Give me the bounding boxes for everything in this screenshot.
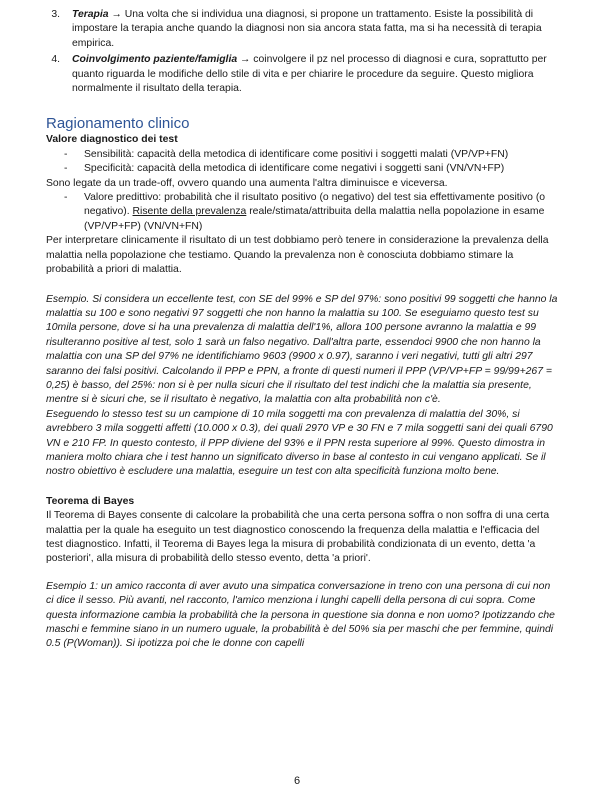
tradeoff-paragraph: Sono legate da un trade-off, ovvero quando una aumenta l'altra diminuisce e viceversa.: [46, 177, 448, 189]
bayes-heading: Teorema di Bayes: [46, 495, 135, 507]
list-text: Una volta che si individua una diagnosi, si propone un trattamento. Esiste la possibilità di impostare la terapia anche quando la diagnosi non sia ancora stata fatta, ma si ha necessità di terapia empirica.: [72, 9, 542, 49]
arrow-icon: →: [240, 54, 251, 66]
section-heading: Ragionamento clinico: [46, 115, 190, 133]
list-item: [46, 8, 558, 51]
list-term: Coinvolgimento paziente/famiglia: [72, 54, 238, 66]
dash-bullet-icon: -: [64, 163, 68, 175]
section-subheading: Valore diagnostico dei test: [46, 134, 178, 146]
dash-list: [46, 148, 558, 177]
example-paragraph: Eseguendo lo stesso test su un campione di 10 mila soggetti ma con prevalenza di malattia del 30%, si avrebbero 3 mila soggetti affetti (10.000 x 0.3), dei quali 2970 VP e 30 FN e 7 mila soggetti sani dei quali 6790 VN e 210 FP. In questo contesto, il PPP diviene del 93% e il PPN resta superiore al 99%. Questo dimostra in maniera molto chiara che i test hanno un significato diverso in base al contesto in cui vengano applicati. Se il nostro obiettivo è escludere una malattia, eseguire un test con alta specificità funziona molto bene.: [46, 408, 553, 478]
list-item: - Valore predittivo: probabilità che il risultato positivo (o negativo) del test sia effettivamente positivo (o negativo). Risente della prevalenza reale/stimata/attribuita della malattia nella popolazione in esame (VP/VP+FP) (VN/VN+FN): [64, 192, 546, 232]
numbered-list: [46, 8, 558, 96]
dash-list: [46, 191, 558, 234]
example-paragraph: Esempio 1: un amico racconta di aver avuto una simpatica conversazione in treno con una persona di cui non ci dice il sesso. Più avanti, nel racconto, l'amico menziona i lunghi capelli della persona di cui sopra. Come questa informazione cambia la probabilità che la persona in questione sia donna e non uomo? Ipotizzando che maschi e femmine siano in un numero uguale, la probabilità è del 50% sia per maschi che per femmine, quindi 0.5 (P(Woman)). Si ipotizza poi che le donne con capelli: [46, 580, 555, 650]
arrow-icon: →: [111, 9, 122, 20]
bayes-paragraph: Il Teorema di Bayes consente di calcolare la probabilità che una certa persona soffra o non soffra di una certa malattia per la quale ha eseguito un test diagnostico conoscendo la frequenza della malattia e l'efficacia del test diagnostico. Infatti, il Teorema di Bayes lega la misura di probabilità condizionata di un evento, detta 'a posteriori', alla misura di probabilità dello stesso evento, detta 'a priori'.: [46, 510, 550, 565]
dash-bullet-icon: -: [64, 148, 68, 160]
document-page: [46, 8, 558, 652]
list-item: [46, 53, 558, 96]
list-item: - Specificità: capacità della metodica di identificare come negativi i soggetti sani (VN/VN+FP): [46, 162, 558, 176]
list-item: - Sensibilità: capacità della metodica di identificare come positivi i soggetti malati (VP/VP+FN): [46, 148, 558, 162]
dash-bullet-icon: -: [64, 192, 68, 204]
list-number: 4.: [51, 54, 60, 66]
page-number: 6: [293, 775, 301, 787]
list-number: 3.: [51, 9, 60, 20]
example-paragraph: Esempio. Si considera un eccellente test, con SE del 99% e SP del 97%: sono positivi 99 soggetti che hanno la malattia su 100 e sono negativi 97 soggetti che non hanno la malattia su 100. Se eseguiamo questo test su 10mila persone, dove si ha una prevalenza di malattia dell'1%, allora 100 persone avranno la malattia e 99 risulteranno positive al test, solo 1 sarà un falso negativo. Dall'altra parte, essendoci 9900 che non hanno la malattia con una SP del 97% ne identifichiamo 9603 (9900 x 0.97), saranno i veri negativi, tutti gli altri 297 saranno dei falsi positivi. Calcolando il PPP e PPN, a fronte di questi numeri il PPP (VP/VP+FP = 99/99+267 = 0,25) è basso, del 25%: non si è per nulla sicuri che il risultato del test indichi che la malattia sia presente, mentre si è sicuri che, se il risultato è negativo, la malattia con alta probabilità non c'è.: [46, 293, 558, 406]
list-text: coinvolgere il pz nel processo di diagnosi e cura, soprattutto per quanto riguarda le modifiche dello stile di vita e per chiarire le procedure da seguire. Questo migliora normalmente il risultato della terapia.: [72, 54, 547, 95]
underlined-text: Risente della prevalenza: [132, 206, 247, 218]
interpretation-paragraph: Per interpretare clinicamente il risultato di un test dobbiamo però tenere in considerazione la prevalenza della malattia nella popolazione che testiamo. Quando la prevalenza non è conosciuta dobbiamo stimare la probabilità a priori di malattia.: [46, 235, 549, 276]
list-term: Terapia: [72, 9, 109, 20]
